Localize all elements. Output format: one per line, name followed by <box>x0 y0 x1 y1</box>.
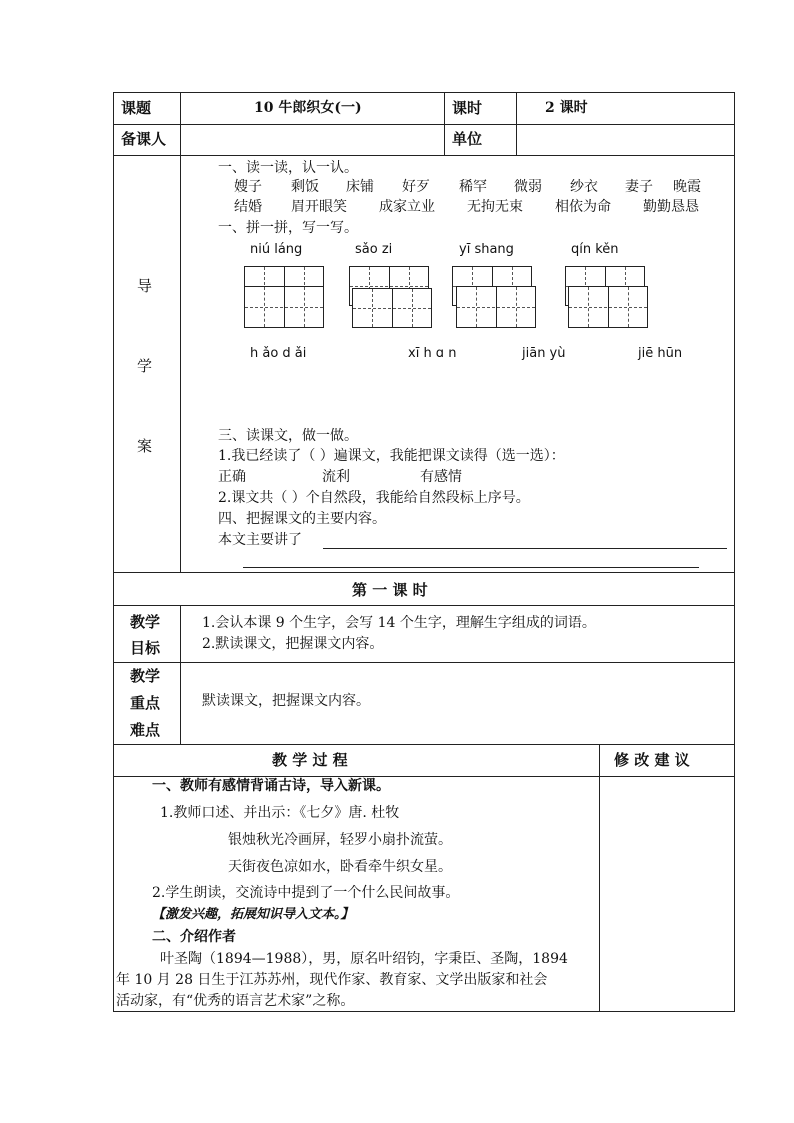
word: 无拘无束 <box>467 199 523 215</box>
step2-title: 二、介绍作者 <box>152 929 236 945</box>
choice[interactable]: 有感情 <box>420 469 462 485</box>
goal-item: 2.默读课文，把握课文内容。 <box>202 636 384 652</box>
lesson-title: 第 一 课 时 <box>352 581 428 599</box>
word: 稀罕 <box>459 179 487 195</box>
pinyin-bottom: xī h ɑ n <box>408 346 457 361</box>
word: 勤勤恳恳 <box>643 199 699 215</box>
choice[interactable]: 正确 <box>218 469 246 485</box>
process-header: 教 学 过 程 <box>272 751 348 769</box>
key-label: 教学 <box>130 667 161 685</box>
answer-line[interactable] <box>243 567 699 568</box>
step1-item2: 2.学生朗读，交流诗中提到了一个什么民间故事。 <box>152 885 460 901</box>
word: 晚霞 <box>673 179 701 195</box>
side-char-an: 案 <box>137 437 153 455</box>
topic-value: 10 牛郎织女(一) <box>254 100 362 116</box>
pinyin-top: niú láng <box>250 242 303 257</box>
section-read-title: 一、读一读，认一认。 <box>218 160 358 176</box>
step1-title: 一、教师有感情背诵古诗，导入新课。 <box>152 778 390 794</box>
summary-prompt: 本文主要讲了 <box>218 532 302 548</box>
word: 嫂子 <box>234 179 262 195</box>
section-summary-title: 四、把握课文的主要内容。 <box>218 511 386 527</box>
writing-grid[interactable] <box>568 286 648 328</box>
writing-grid[interactable] <box>352 288 432 328</box>
period-label: 课时 <box>452 99 483 117</box>
author-text: 叶圣陶（1894—1988），男，原名叶绍钧，字秉臣、圣陶，1894 <box>160 951 568 967</box>
goals-label: 目标 <box>130 639 161 657</box>
poem-line: 银烛秋光冷画屏，轻罗小扇扑流萤。 <box>228 832 452 848</box>
pinyin-bottom: jiān yù <box>522 346 566 361</box>
word: 结婚 <box>234 199 262 215</box>
period-value: 2 课时 <box>545 100 588 116</box>
writing-grid[interactable] <box>244 286 324 328</box>
key-label: 重点 <box>130 694 161 712</box>
side-char-xue: 学 <box>137 357 153 375</box>
key-label: 难点 <box>130 721 161 739</box>
teaching-note: 【激发兴趣，拓展知识导入文本。】 <box>152 907 354 922</box>
writing-grid[interactable] <box>456 286 536 328</box>
pinyin-bottom: h ǎo d ǎi <box>250 346 307 361</box>
word: 妻子 <box>625 179 653 195</box>
preparer-label: 备课人 <box>121 130 167 148</box>
word: 床铺 <box>346 179 374 195</box>
choice[interactable]: 流利 <box>322 469 350 485</box>
word: 纱衣 <box>570 179 598 195</box>
word: 成家立业 <box>379 199 435 215</box>
word: 相依为命 <box>555 199 611 215</box>
word: 眉开眼笑 <box>291 199 347 215</box>
topic-label: 课题 <box>121 99 152 117</box>
pinyin-top: sǎo zi <box>355 242 393 257</box>
section-pinyin-title: 一、拼一拼，写一写。 <box>218 220 358 236</box>
goals-label: 教学 <box>130 613 161 631</box>
section-activity-title: 三、读课文，做一做。 <box>218 428 358 444</box>
suggest-header: 修 改 建 议 <box>614 751 690 769</box>
unit-label: 单位 <box>452 130 483 148</box>
word: 微弱 <box>514 179 542 195</box>
answer-line[interactable] <box>323 548 727 549</box>
pinyin-top: yī shang <box>459 242 514 257</box>
key-text: 默读课文，把握课文内容。 <box>202 693 370 709</box>
pinyin-bottom: jiē hūn <box>638 346 683 361</box>
pinyin-top: qín kěn <box>571 242 619 257</box>
question-2: 2.课文共（ ）个自然段，我能给自然段标上序号。 <box>218 490 530 506</box>
side-char-dao: 导 <box>137 277 153 295</box>
word: 好歹 <box>402 179 430 195</box>
step1-item1: 1.教师口述、并出示：《七夕》唐. 杜牧 <box>160 805 400 821</box>
word: 剩饭 <box>291 179 319 195</box>
poem-line: 天街夜色凉如水，卧看牵牛织女星。 <box>228 859 452 875</box>
goal-item: 1.会认本课 9 个生字，会写 14 个生字，理解生字组成的词语。 <box>202 615 596 631</box>
author-text: 活动家，有“优秀的语言艺术家”之称。 <box>116 993 355 1009</box>
question-1: 1.我已经读了（ ）遍课文，我能把课文读得（选一选）： <box>218 448 565 464</box>
author-text: 年 10 月 28 日生于江苏苏州，现代作家、教育家、文学出版家和社会 <box>116 972 548 988</box>
